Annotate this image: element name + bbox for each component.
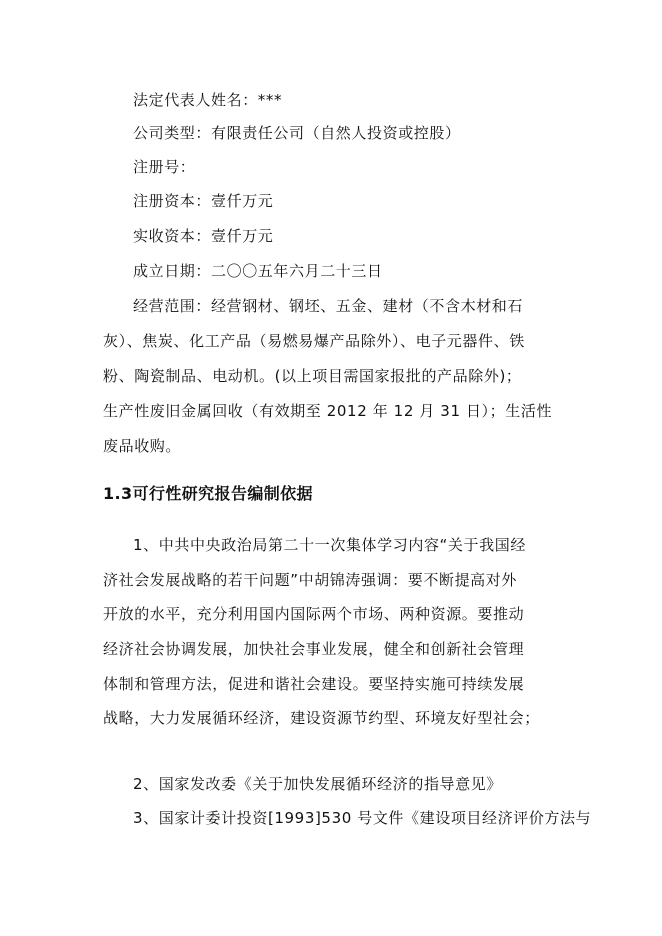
business-scope-line: 废品收购。 bbox=[103, 437, 182, 455]
basis-item-1-line: 战略，大力发展循环经济，建设资源节约型、环境友好型社会； bbox=[103, 709, 540, 727]
legal-representative-line: 法定代表人姓名：*** bbox=[133, 91, 283, 109]
business-scope-line: 粉、陶瓷制品、电动机。(以上项目需国家报批的产品除外)； bbox=[103, 367, 522, 385]
basis-item-2: 2、国家发改委《关于加快发展循环经济的指导意见》 bbox=[133, 775, 502, 793]
basis-item-1-line: 开放的水平，充分利用国内国际两个市场、两种资源。要推动 bbox=[103, 605, 525, 623]
business-scope-line: 生产性废旧金属回收（有效期至 2012 年 12 月 31 日）；生活性 bbox=[103, 402, 553, 420]
paid-in-capital-line: 实收资本：壹仟万元 bbox=[133, 227, 274, 245]
basis-item-1-line: 1、中共中央政治局第二十一次集体学习内容“关于我国经 bbox=[133, 536, 526, 554]
basis-item-1-line: 体制和管理方法，促进和谐社会建设。要坚持实施可持续发展 bbox=[103, 675, 525, 693]
basis-item-1-line: 经济社会协调发展，加快社会事业发展，健全和创新社会管理 bbox=[103, 640, 525, 658]
establishment-date-line: 成立日期：二〇〇五年六月二十三日 bbox=[133, 262, 383, 280]
business-scope-line: 经营范围：经营钢材、钢坯、五金、建材（不含木材和石 bbox=[133, 297, 524, 315]
section-heading: 1.3可行性研究报告编制依据 bbox=[103, 484, 313, 503]
basis-item-3: 3、国家计委计投资[1993]530 号文件《建设项目经济评价方法与 bbox=[133, 809, 592, 827]
business-scope-line: 灰）、焦炭、化工产品（易燃易爆产品除外）、电子元器件、铁 bbox=[103, 332, 525, 350]
registration-number-line: 注册号： bbox=[133, 158, 196, 176]
company-type-line: 公司类型：有限责任公司（自然人投资或控股） bbox=[133, 124, 461, 142]
basis-item-1-line: 济社会发展战略的若干问题”中胡锦涛强调：要不断提高对外 bbox=[103, 571, 517, 589]
registered-capital-line: 注册资本：壹仟万元 bbox=[133, 192, 274, 210]
